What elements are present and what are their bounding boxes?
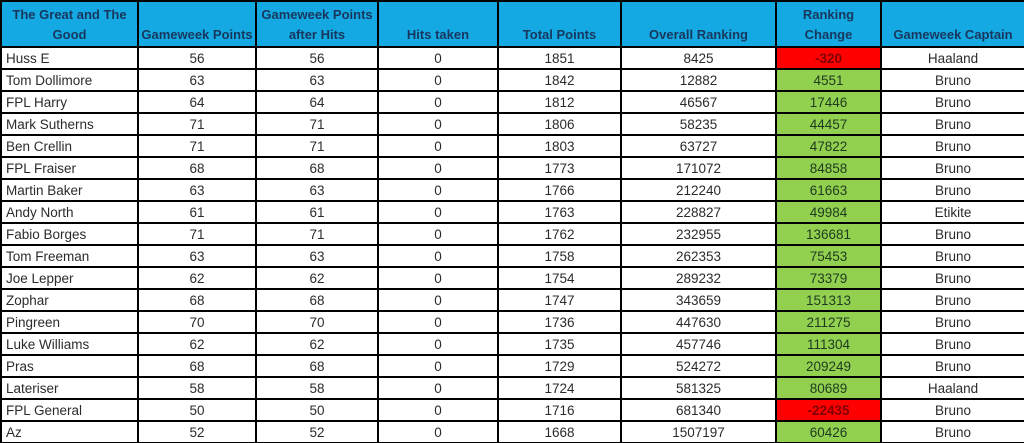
cell-hits-taken[interactable]: 0 [378, 421, 498, 443]
table-row [1, 179, 1024, 201]
cell-total-points[interactable]: 1812 [498, 91, 621, 113]
cell-name[interactable]: Huss E [1, 47, 138, 69]
cell-ranking-change[interactable]: 4551 [776, 69, 881, 91]
cell-name[interactable]: Martin Baker [1, 179, 138, 201]
cell-gw-points-after-hits[interactable]: 61 [256, 201, 378, 223]
table-row [1, 399, 1024, 421]
column-header-captain[interactable]: Gameweek Captain [881, 1, 1024, 47]
table-row [1, 135, 1024, 157]
cell-gw-points-after-hits[interactable]: 68 [256, 289, 378, 311]
cell-overall-ranking[interactable]: 212240 [621, 179, 776, 201]
cell-ranking-change[interactable]: 61663 [776, 179, 881, 201]
cell-captain[interactable]: Bruno [881, 69, 1024, 91]
cell-captain[interactable]: Bruno [881, 91, 1024, 113]
cell-name[interactable]: FPL General [1, 399, 138, 421]
cell-gw-points[interactable]: 71 [138, 113, 256, 135]
cell-overall-ranking[interactable]: 289232 [621, 267, 776, 289]
column-header-name[interactable]: The Great and The Good [1, 1, 138, 47]
cell-captain[interactable]: Bruno [881, 355, 1024, 377]
table-row [1, 421, 1024, 443]
cell-name[interactable]: Ben Crellin [1, 135, 138, 157]
cell-hits-taken[interactable]: 0 [378, 135, 498, 157]
cell-hits-taken[interactable]: 0 [378, 157, 498, 179]
cell-name[interactable]: Pingreen [1, 311, 138, 333]
cell-name[interactable]: Tom Dollimore [1, 69, 138, 91]
cell-overall-ranking[interactable]: 63727 [621, 135, 776, 157]
cell-hits-taken[interactable]: 0 [378, 223, 498, 245]
cell-overall-ranking[interactable]: 8425 [621, 47, 776, 69]
cell-total-points[interactable]: 1735 [498, 333, 621, 355]
cell-ranking-change[interactable]: 75453 [776, 245, 881, 267]
cell-captain[interactable]: Bruno [881, 135, 1024, 157]
cell-gw-points[interactable]: 50 [138, 399, 256, 421]
header-row [1, 1, 1024, 47]
cell-hits-taken[interactable]: 0 [378, 201, 498, 223]
cell-hits-taken[interactable]: 0 [378, 289, 498, 311]
table-row [1, 113, 1024, 135]
cell-overall-ranking[interactable]: 581325 [621, 377, 776, 399]
cell-gw-points-after-hits[interactable]: 63 [256, 179, 378, 201]
cell-gw-points-after-hits[interactable]: 52 [256, 421, 378, 443]
cell-gw-points[interactable]: 56 [138, 47, 256, 69]
cell-ranking-change[interactable]: -320 [776, 47, 881, 69]
cell-overall-ranking[interactable]: 12882 [621, 69, 776, 91]
cell-captain[interactable]: Bruno [881, 421, 1024, 443]
table-row [1, 377, 1024, 399]
cell-gw-points[interactable]: 61 [138, 201, 256, 223]
cell-ranking-change[interactable]: 73379 [776, 267, 881, 289]
cell-gw-points[interactable]: 70 [138, 311, 256, 333]
cell-ranking-change[interactable]: 151313 [776, 289, 881, 311]
cell-name[interactable]: Mark Sutherns [1, 113, 138, 135]
cell-name[interactable]: Fabio Borges [1, 223, 138, 245]
cell-gw-points[interactable]: 62 [138, 333, 256, 355]
cell-gw-points-after-hits[interactable]: 71 [256, 135, 378, 157]
cell-gw-points-after-hits[interactable]: 71 [256, 113, 378, 135]
cell-ranking-change[interactable]: 80689 [776, 377, 881, 399]
cell-hits-taken[interactable]: 0 [378, 355, 498, 377]
cell-ranking-change[interactable]: 49984 [776, 201, 881, 223]
cell-gw-points[interactable]: 68 [138, 355, 256, 377]
cell-overall-ranking[interactable]: 1507197 [621, 421, 776, 443]
column-header-overall-ranking[interactable]: Overall Ranking [621, 1, 776, 47]
cell-overall-ranking[interactable]: 228827 [621, 201, 776, 223]
cell-captain[interactable]: Bruno [881, 245, 1024, 267]
cell-overall-ranking[interactable]: 232955 [621, 223, 776, 245]
cell-ranking-change[interactable]: 136681 [776, 223, 881, 245]
cell-captain[interactable]: Bruno [881, 267, 1024, 289]
cell-name[interactable]: Pras [1, 355, 138, 377]
cell-total-points[interactable]: 1758 [498, 245, 621, 267]
cell-gw-points[interactable]: 68 [138, 157, 256, 179]
cell-gw-points[interactable]: 64 [138, 91, 256, 113]
cell-gw-points-after-hits[interactable]: 58 [256, 377, 378, 399]
cell-ranking-change[interactable]: -22435 [776, 399, 881, 421]
cell-ranking-change[interactable]: 44457 [776, 113, 881, 135]
cell-gw-points-after-hits[interactable]: 71 [256, 223, 378, 245]
table-row [1, 201, 1024, 223]
cell-captain[interactable]: Bruno [881, 113, 1024, 135]
table-row [1, 157, 1024, 179]
cell-ranking-change[interactable]: 111304 [776, 333, 881, 355]
table-row [1, 267, 1024, 289]
cell-total-points[interactable]: 1766 [498, 179, 621, 201]
cell-gw-points-after-hits[interactable]: 63 [256, 69, 378, 91]
cell-ranking-change[interactable]: 84858 [776, 157, 881, 179]
cell-total-points[interactable]: 1729 [498, 355, 621, 377]
cell-gw-points-after-hits[interactable]: 70 [256, 311, 378, 333]
cell-total-points[interactable]: 1724 [498, 377, 621, 399]
cell-overall-ranking[interactable]: 343659 [621, 289, 776, 311]
cell-gw-points[interactable]: 71 [138, 135, 256, 157]
cell-gw-points-after-hits[interactable]: 56 [256, 47, 378, 69]
cell-total-points[interactable]: 1806 [498, 113, 621, 135]
cell-overall-ranking[interactable]: 58235 [621, 113, 776, 135]
cell-hits-taken[interactable]: 0 [378, 333, 498, 355]
cell-hits-taken[interactable]: 0 [378, 113, 498, 135]
column-header-gw-points-after-hits[interactable]: Gameweek Points after Hits [256, 1, 378, 47]
cell-captain[interactable]: Bruno [881, 157, 1024, 179]
cell-name[interactable]: Az [1, 421, 138, 443]
cell-hits-taken[interactable]: 0 [378, 245, 498, 267]
table-header [1, 1, 1024, 47]
cell-captain[interactable]: Bruno [881, 333, 1024, 355]
cell-total-points[interactable]: 1842 [498, 69, 621, 91]
table-row [1, 47, 1024, 69]
cell-overall-ranking[interactable]: 524272 [621, 355, 776, 377]
cell-overall-ranking[interactable]: 262353 [621, 245, 776, 267]
cell-gw-points-after-hits[interactable]: 62 [256, 267, 378, 289]
cell-gw-points-after-hits[interactable]: 68 [256, 157, 378, 179]
cell-name[interactable]: Zophar [1, 289, 138, 311]
cell-hits-taken[interactable]: 0 [378, 267, 498, 289]
cell-overall-ranking[interactable]: 171072 [621, 157, 776, 179]
cell-total-points[interactable]: 1668 [498, 421, 621, 443]
column-header-gw-points[interactable]: Gameweek Points [138, 1, 256, 47]
cell-gw-points[interactable]: 71 [138, 223, 256, 245]
cell-overall-ranking[interactable]: 457746 [621, 333, 776, 355]
cell-hits-taken[interactable]: 0 [378, 179, 498, 201]
cell-captain[interactable]: Haaland [881, 47, 1024, 69]
cell-total-points[interactable]: 1747 [498, 289, 621, 311]
table-row [1, 311, 1024, 333]
cell-total-points[interactable]: 1763 [498, 201, 621, 223]
table-row [1, 289, 1024, 311]
cell-gw-points-after-hits[interactable]: 50 [256, 399, 378, 421]
cell-ranking-change[interactable]: 211275 [776, 311, 881, 333]
cell-name[interactable]: FPL Harry [1, 91, 138, 113]
cell-gw-points[interactable]: 68 [138, 289, 256, 311]
cell-name[interactable]: FPL Fraiser [1, 157, 138, 179]
cell-name[interactable]: Joe Lepper [1, 267, 138, 289]
cell-gw-points[interactable]: 52 [138, 421, 256, 443]
cell-hits-taken[interactable]: 0 [378, 91, 498, 113]
cell-name[interactable]: Luke Williams [1, 333, 138, 355]
cell-total-points[interactable]: 1754 [498, 267, 621, 289]
cell-captain[interactable]: Haaland [881, 377, 1024, 399]
table-row [1, 333, 1024, 355]
cell-gw-points[interactable]: 63 [138, 179, 256, 201]
table-row [1, 245, 1024, 267]
cell-total-points[interactable]: 1773 [498, 157, 621, 179]
table-row [1, 223, 1024, 245]
cell-gw-points[interactable]: 63 [138, 245, 256, 267]
cell-ranking-change[interactable]: 209249 [776, 355, 881, 377]
cell-name[interactable]: Tom Freeman [1, 245, 138, 267]
cell-ranking-change[interactable]: 60426 [776, 421, 881, 443]
cell-gw-points[interactable]: 62 [138, 267, 256, 289]
cell-name[interactable]: Lateriser [1, 377, 138, 399]
cell-name[interactable]: Andy North [1, 201, 138, 223]
cell-captain[interactable]: Bruno [881, 399, 1024, 421]
cell-hits-taken[interactable]: 0 [378, 377, 498, 399]
cell-captain[interactable]: Bruno [881, 289, 1024, 311]
cell-hits-taken[interactable]: 0 [378, 399, 498, 421]
cell-captain[interactable]: Bruno [881, 311, 1024, 333]
cell-gw-points-after-hits[interactable]: 63 [256, 245, 378, 267]
cell-ranking-change[interactable]: 17446 [776, 91, 881, 113]
cell-overall-ranking[interactable]: 681340 [621, 399, 776, 421]
cell-gw-points[interactable]: 58 [138, 377, 256, 399]
cell-hits-taken[interactable]: 0 [378, 311, 498, 333]
cell-ranking-change[interactable]: 47822 [776, 135, 881, 157]
table-row [1, 69, 1024, 91]
cell-total-points[interactable]: 1736 [498, 311, 621, 333]
table-row [1, 91, 1024, 113]
cell-gw-points-after-hits[interactable]: 68 [256, 355, 378, 377]
cell-hits-taken[interactable]: 0 [378, 69, 498, 91]
cell-total-points[interactable]: 1803 [498, 135, 621, 157]
column-header-ranking-change[interactable]: Ranking Change [776, 1, 881, 47]
cell-total-points[interactable]: 1716 [498, 399, 621, 421]
cell-total-points[interactable]: 1762 [498, 223, 621, 245]
table-body [1, 47, 1024, 443]
column-header-hits-taken[interactable]: Hits taken [378, 1, 498, 47]
cell-overall-ranking[interactable]: 46567 [621, 91, 776, 113]
cell-captain[interactable]: Bruno [881, 223, 1024, 245]
cell-captain[interactable]: Bruno [881, 179, 1024, 201]
cell-gw-points[interactable]: 63 [138, 69, 256, 91]
cell-total-points[interactable]: 1851 [498, 47, 621, 69]
column-header-total-points[interactable]: Total Points [498, 1, 621, 47]
cell-captain[interactable]: Etikite [881, 201, 1024, 223]
table-row [1, 355, 1024, 377]
cell-hits-taken[interactable]: 0 [378, 47, 498, 69]
cell-overall-ranking[interactable]: 447630 [621, 311, 776, 333]
cell-gw-points-after-hits[interactable]: 62 [256, 333, 378, 355]
cell-gw-points-after-hits[interactable]: 64 [256, 91, 378, 113]
